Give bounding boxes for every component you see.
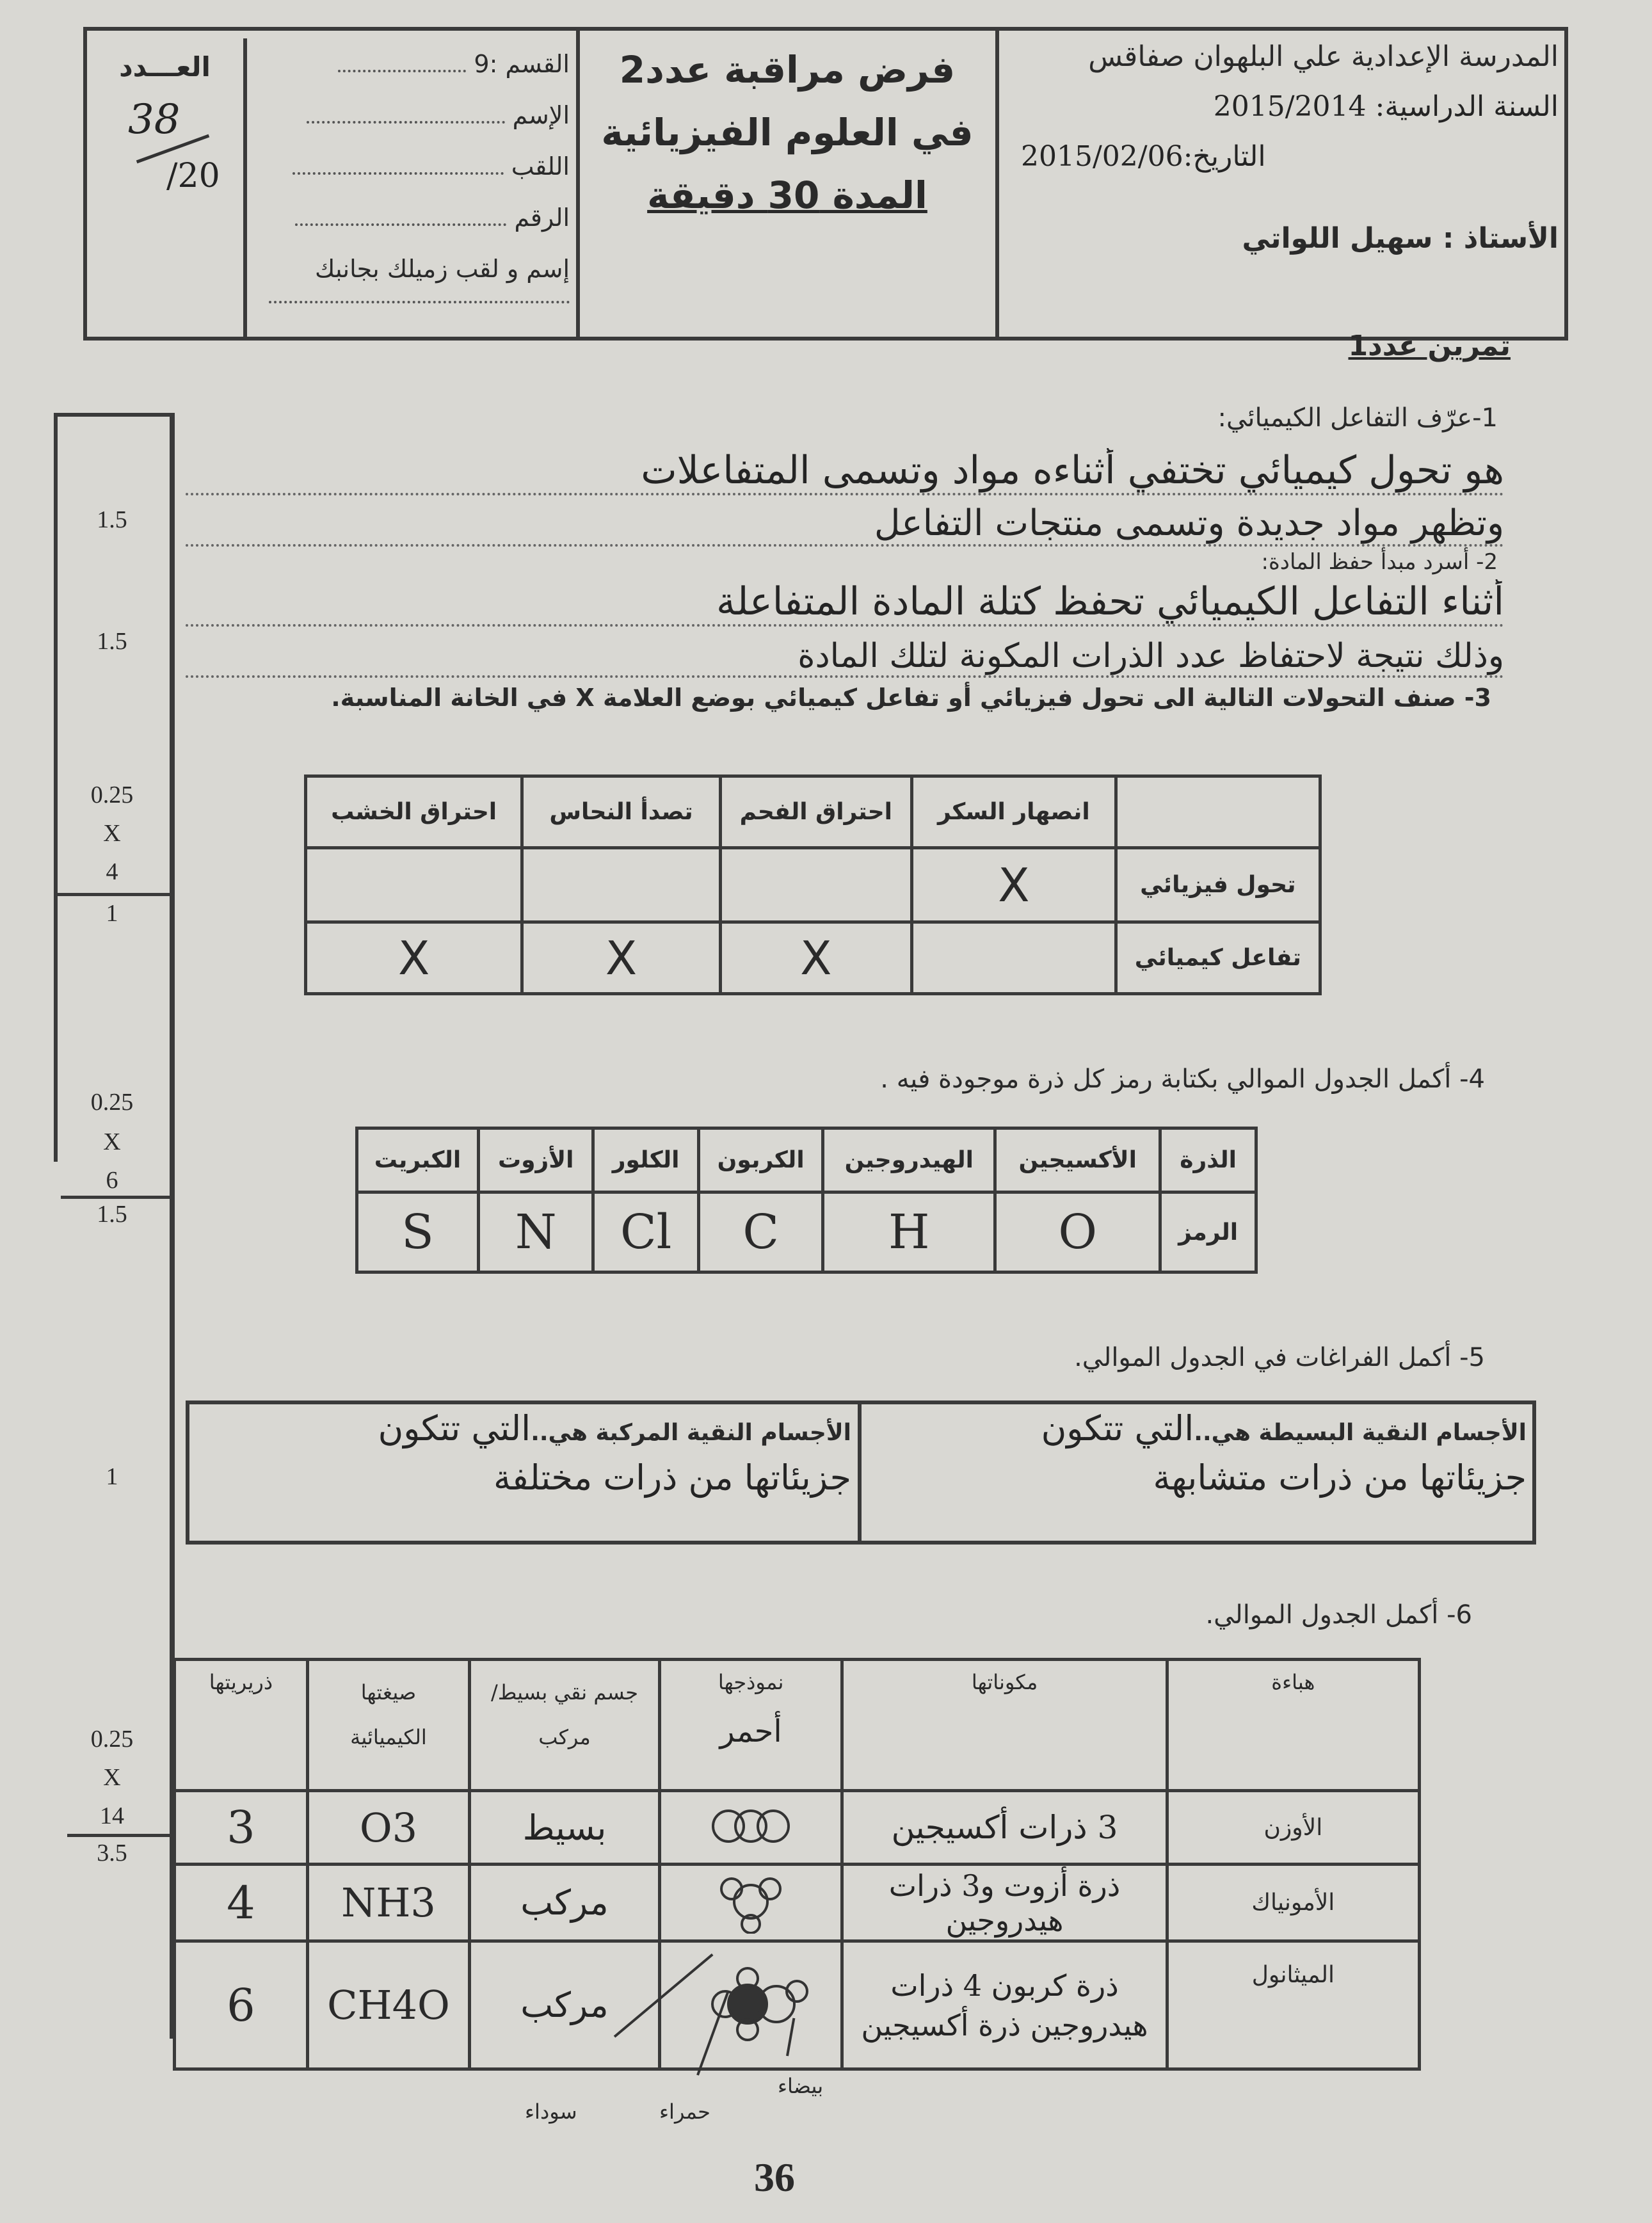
q6-name: الميثانول bbox=[1167, 1941, 1419, 2069]
number-field[interactable] bbox=[256, 192, 570, 243]
q6-name: الأمونياك bbox=[1167, 1865, 1419, 1941]
title-line2: في العلوم الفيزيائية bbox=[601, 111, 974, 154]
exam-date: التاريخ:2015/02/06 bbox=[1021, 140, 1266, 173]
score-q3-b: X bbox=[103, 820, 121, 847]
q5-compound-answer1: التي تتكون bbox=[378, 1408, 531, 1449]
q5-simple-answer1: التي تتكون bbox=[1041, 1408, 1194, 1449]
header-divider bbox=[995, 27, 999, 341]
q5-divider bbox=[858, 1400, 862, 1545]
score-margin-frame bbox=[54, 413, 58, 1162]
q6-formula[interactable]: O3 bbox=[307, 1791, 469, 1865]
q6-components[interactable]: ذرة أزوت و3 ذرات هيدروجين bbox=[842, 1865, 1167, 1941]
last-name-label: اللقب bbox=[511, 152, 570, 181]
title-line1: فرض مراقبة عدد2 bbox=[619, 48, 956, 92]
q4-atom: الهيدروجين bbox=[823, 1128, 995, 1192]
q3-cell[interactable]: X bbox=[912, 848, 1116, 922]
q4-symbol[interactable]: N bbox=[479, 1192, 593, 1272]
q2-prompt: 2- أسرد مبدأ حفظ المادة: bbox=[1261, 549, 1498, 575]
score-divider bbox=[61, 1196, 170, 1199]
q6-header-model: نموذجها bbox=[718, 1670, 784, 1694]
score-q2: 1.5 bbox=[97, 628, 127, 655]
legend-red: حمراء bbox=[659, 2099, 710, 2124]
score-q6-c: 14 bbox=[100, 1802, 124, 1829]
header-divider bbox=[576, 27, 580, 341]
q6-type[interactable]: مركب bbox=[470, 1865, 660, 1941]
score-q4-c: 6 bbox=[106, 1167, 118, 1194]
q3-row-label: تفاعل كيميائي bbox=[1116, 922, 1320, 994]
q4-prompt: 4- أكمل الجدول الموالي بكتابة رمز كل ذرة موجودة فيه . bbox=[880, 1064, 1485, 1094]
student-info bbox=[256, 38, 570, 303]
score-margin-frame bbox=[54, 413, 172, 417]
q6-atomicity[interactable]: 4 bbox=[175, 1865, 308, 1941]
legend-black: سوداء bbox=[525, 2099, 577, 2124]
q4-symbol[interactable]: H bbox=[823, 1192, 995, 1272]
q4-symbol[interactable]: S bbox=[357, 1192, 479, 1272]
q3-col: تصدأ النحاس bbox=[522, 776, 720, 848]
exercise-title: تمرين عدد1 bbox=[1348, 330, 1511, 362]
q3-col: احتراق الخشب bbox=[306, 776, 522, 848]
q6-components[interactable]: 3 ذرات أكسيجين bbox=[842, 1791, 1167, 1865]
q6-atomicity[interactable]: 6 bbox=[175, 1941, 308, 2069]
score-q3-a: 0.25 bbox=[90, 782, 134, 808]
q6-model bbox=[659, 1791, 842, 1865]
score-q6-a: 0.25 bbox=[90, 1726, 134, 1753]
q4-atom: الكلور bbox=[593, 1128, 698, 1192]
class-label: القسم :9 bbox=[474, 50, 570, 78]
school-year: السنة الدراسية: 2015/2014 bbox=[1213, 90, 1559, 123]
q4-row1-label: الذرة bbox=[1160, 1128, 1256, 1192]
q5-simple-cell bbox=[870, 1408, 1527, 1536]
q6-header: صيغتها الكيميائية bbox=[307, 1660, 469, 1791]
q1-answer-line1: هو تحول كيميائي تختفي أثناءه مواد وتسمى المتفاعلات bbox=[186, 448, 1504, 495]
q1-prompt: 1-عرّف التفاعل الكيميائي: bbox=[1217, 403, 1498, 433]
q3-row-label: تحول فيزيائي bbox=[1116, 848, 1320, 922]
ammonia-model-icon bbox=[712, 1870, 789, 1934]
q2-answer-line2: وذلك نتيجة لاحتفاظ عدد الذرات المكونة لتلك المادة bbox=[186, 637, 1504, 678]
number-label: الرقم bbox=[514, 204, 570, 232]
q6-header: جسم نقي بسيط/مركب bbox=[470, 1660, 660, 1791]
q3-cell[interactable] bbox=[912, 922, 1116, 994]
q3-corner bbox=[1116, 776, 1320, 848]
q5-compound-cell bbox=[195, 1408, 851, 1536]
q6-formula[interactable]: CH4O bbox=[307, 1941, 469, 2069]
header-divider bbox=[243, 38, 247, 339]
title-line3: المدة 30 دقيقة bbox=[647, 173, 927, 217]
q6-type[interactable]: مركب bbox=[470, 1941, 660, 2069]
q2-answer-line1: أثناء التفاعل الكيميائي تحفظ كتلة المادة المتفاعلة bbox=[186, 579, 1504, 627]
grade-box bbox=[90, 38, 240, 333]
q3-cell[interactable] bbox=[306, 848, 522, 922]
q5-simple-answer2: جزيئاتها من ذرات متشابهة bbox=[1153, 1457, 1527, 1498]
q6-table bbox=[173, 1658, 1421, 2071]
score-q5: 1 bbox=[106, 1463, 118, 1490]
q3-cell[interactable] bbox=[720, 848, 911, 922]
q3-cell[interactable] bbox=[522, 848, 720, 922]
q4-table bbox=[355, 1127, 1258, 1274]
q1-answer-line2: وتظهر مواد جديدة وتسمى منتجات التفاعل bbox=[186, 502, 1504, 547]
q6-model-note: أحمر bbox=[719, 1713, 782, 1749]
q3-col: انصهار السكر bbox=[912, 776, 1116, 848]
q3-col: احتراق الفحم bbox=[720, 776, 911, 848]
q6-header bbox=[659, 1660, 842, 1791]
q6-model bbox=[659, 1941, 842, 2069]
methanol-model-icon bbox=[687, 1966, 815, 2042]
school-name: المدرسة الإعدادية علي البلهوان صفاقس bbox=[1088, 40, 1559, 73]
q6-model bbox=[659, 1865, 842, 1941]
neighbor-label: إسم و لقب زميلك بجانبك bbox=[315, 255, 570, 283]
q4-symbol[interactable]: Cl bbox=[593, 1192, 698, 1272]
q3-prompt: 3- صنف التحولات التالية الى تحول فيزيائي أو تفاعل كيميائي بوضع العلامة X في الخانة المناسبة. bbox=[331, 684, 1491, 712]
q4-atom: الكبريت bbox=[357, 1128, 479, 1192]
q6-type[interactable]: بسيط bbox=[470, 1791, 660, 1865]
exam-title bbox=[582, 38, 992, 227]
q6-components[interactable]: ذرة كربون 4 ذرات هيدروجين ذرة أكسيجين bbox=[842, 1941, 1167, 2069]
q5-compound-text: الأجسام النقية المركبة هي.. bbox=[531, 1420, 851, 1446]
q5-prompt: 5- أكمل الفراغات في الجدول الموالي. bbox=[1074, 1343, 1485, 1372]
legend-white: بيضاء bbox=[778, 2074, 824, 2098]
score-q6-b: X bbox=[103, 1764, 121, 1791]
q4-row2-label: الرمز bbox=[1160, 1192, 1256, 1272]
q6-header: هباءة bbox=[1167, 1660, 1419, 1791]
q4-atom: الأزوت bbox=[479, 1128, 593, 1192]
q4-symbol[interactable]: C bbox=[698, 1192, 823, 1272]
school-info bbox=[1008, 32, 1559, 333]
score-divider bbox=[54, 893, 172, 896]
teacher-name: الأستاذ : سهيل اللواتي bbox=[1242, 222, 1559, 255]
q6-header: ذريريتها bbox=[175, 1660, 308, 1791]
grade-label: العـــدد bbox=[119, 51, 211, 83]
q5-simple-text: الأجسام النقية البسيطة هي.. bbox=[1194, 1420, 1527, 1446]
score-q1: 1.5 bbox=[97, 506, 127, 533]
score-q4-d: 1.5 bbox=[97, 1201, 127, 1228]
q4-symbol[interactable]: O bbox=[995, 1192, 1160, 1272]
score-q4-a: 0.25 bbox=[90, 1089, 134, 1116]
q6-atomicity[interactable]: 3 bbox=[175, 1791, 308, 1865]
q3-cell[interactable]: X bbox=[306, 922, 522, 994]
score-q3-c: 4 bbox=[106, 858, 118, 885]
score-divider bbox=[67, 1834, 170, 1837]
class-field bbox=[256, 38, 570, 90]
q3-table bbox=[304, 774, 1322, 995]
q4-atom: الأكسيجين bbox=[995, 1128, 1160, 1192]
score-q3-d: 1 bbox=[106, 900, 118, 927]
last-name-field[interactable] bbox=[256, 141, 570, 192]
score-q6-d: 3.5 bbox=[97, 1840, 127, 1866]
q3-cell[interactable]: X bbox=[720, 922, 911, 994]
first-name-label: الإسم bbox=[512, 101, 570, 129]
q5-compound-answer2: جزيئاتها من ذرات مختلفة bbox=[493, 1457, 851, 1498]
q4-atom: الكربون bbox=[698, 1128, 823, 1192]
q3-cell[interactable]: X bbox=[522, 922, 720, 994]
q6-name: الأوزن bbox=[1167, 1791, 1419, 1865]
grade-value: 38 bbox=[128, 96, 180, 143]
first-name-field[interactable] bbox=[256, 90, 570, 141]
page-number: 36 bbox=[754, 2155, 795, 2200]
q6-header: مكوناتها bbox=[842, 1660, 1167, 1791]
score-q4-b: X bbox=[103, 1128, 121, 1155]
q6-formula[interactable]: NH3 bbox=[307, 1865, 469, 1941]
q6-prompt: 6- أكمل الجدول الموالي. bbox=[1205, 1600, 1472, 1630]
ozone-model-icon bbox=[706, 1804, 796, 1849]
grade-max: /20 bbox=[166, 157, 220, 195]
